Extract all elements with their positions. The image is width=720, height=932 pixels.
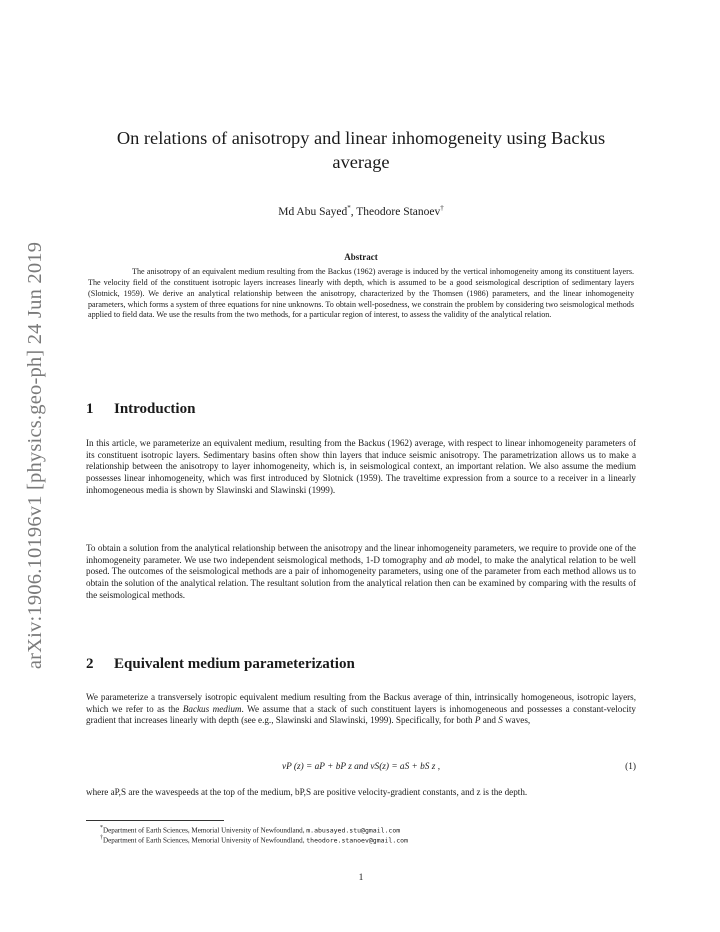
page-number: 1 <box>358 873 364 883</box>
author-separator: , <box>350 205 357 218</box>
author-email-link[interactable]: m.abusayed.stu@gmail.com <box>306 826 401 835</box>
author-mark-1: * <box>347 204 351 212</box>
s-wave-symbol: S <box>498 715 503 726</box>
section-title: Introduction <box>114 401 196 417</box>
abstract-text: The anisotropy of an equivalent medium resulting from the Backus (1962) average is induced by the vertical inhomogeneity among its constituent layers. The velocity field of the constituent isotropic layers increases linearly with depth, which is assumed to be a good seismological description of sedimentary layers (Slotnick, 1959). We derive an analytical relationship between the anisotropy, characterized by the Thomsen (1986) parameters, and the linear inhomogeneity parameters, which forms a system of three equations for nine unknowns. To obtain well-posedness, we constrain the problem by considering two seismological methods applied to field data. We use the results from the two methods, for a particular region of interest, to assess the validity of the analytical relation. <box>88 267 634 320</box>
footnote-divider <box>86 820 224 821</box>
author-email-link[interactable]: theodore.stanoev@gmail.com <box>306 836 408 845</box>
footnote-mark: † <box>100 835 103 841</box>
section2-paragraph-2: where aP,S are the wavespeeds at the top of the medium, bP,S are positive velocity-gradient constants, and z is the depth. <box>86 787 528 797</box>
intro-paragraph-1: In this article, we parameterize an equivalent medium, resulting from the Backus (1962) average, with respect to linear inhomogeneity parameters of its constituent isotropic layers. Sedimentary basins often show thin layers that induce seismic anisotropy. The parametrization allows us to make a relationship between the anisotropy to layer inhomogeneity, which is, in seismological context, an important relation. We also assume the medium possesses linear inhomogeneity, which was first introduced by Slotnick (1959). The traveltime expression from a source to a receiver in a linearly inhomogeneous media is shown by Slawinski and Slawinski (1999). <box>86 438 636 495</box>
paragraph-text: . We assume that a stack of such constituent layers is inhomogeneous and possesses a constant-velocity gradient that increases linearly with depth (see e.g., Slawinski and Slawinski, 1999). Specifically, for both <box>86 703 636 726</box>
author-name-1: Md Abu Sayed <box>278 205 348 218</box>
section-heading-equivalent-medium <box>86 656 355 673</box>
footnote-affiliation: Department of Earth Sciences, Memorial University of Newfoundland, <box>102 826 307 835</box>
paragraph-text: We parameterize a transversely isotropic equivalent medium resulting from the Backus average of thin, intrinsically homogeneous, isotropic layers, which we refer to as the <box>86 692 636 714</box>
author-mark-2: † <box>440 204 444 212</box>
section-number: 2 <box>86 656 94 672</box>
paragraph-text: waves, <box>502 715 531 726</box>
equation-body: vP (z) = aP + bP z and vS(z) = aS + bS z , <box>281 762 441 772</box>
arxiv-identifier-text: arXiv:1906.10196v1 [physics.geo-ph] 24 Jun 2019 <box>24 241 47 669</box>
p-wave-symbol: P <box>474 715 481 726</box>
section2-paragraph-1 <box>86 692 636 727</box>
abstract-heading: Abstract <box>344 252 378 262</box>
footnote-mark: * <box>100 825 103 831</box>
intro-paragraph-2 <box>86 543 636 602</box>
equation-number: (1) <box>625 762 636 772</box>
section-number: 1 <box>86 401 94 417</box>
intro-paragraph-2-end: model, to make the analytical relation to be well posed. The outcomes of the seismological methods are a pair of inhomogeneity parameters, using one of the parameter from each method allows us to obtain the solution of the analytical relation. The resultant solution from the analytical relation then can be examined by comparing with the results of the seismological methods. <box>86 554 636 600</box>
equation-1 <box>86 762 636 776</box>
section-title: Equivalent medium parameterization <box>114 656 355 672</box>
footnote-affiliation: Department of Earth Sciences, Memorial University of Newfoundland, <box>102 836 307 845</box>
backus-medium-term: Backus medium <box>182 703 242 714</box>
paper-title: On relations of anisotropy and linear inhomogeneity using Backus average <box>116 128 606 172</box>
intro-paragraph-2-start: To obtain a solution from the analytical relationship between the anisotropy and the linear inhomogeneity parameters, we require to provide one of the inhomogeneity parameter. We use two independent seismological methods, 1-D tomography and <box>86 543 636 565</box>
ab-model-term: ab <box>445 554 455 565</box>
paragraph-text: and <box>480 715 499 726</box>
footnote-2 <box>100 834 408 845</box>
author-line <box>86 204 636 218</box>
section-heading-introduction <box>86 401 195 418</box>
arxiv-identifier-stamp <box>18 220 54 690</box>
author-name-2: Theodore Stanoev <box>356 205 441 218</box>
